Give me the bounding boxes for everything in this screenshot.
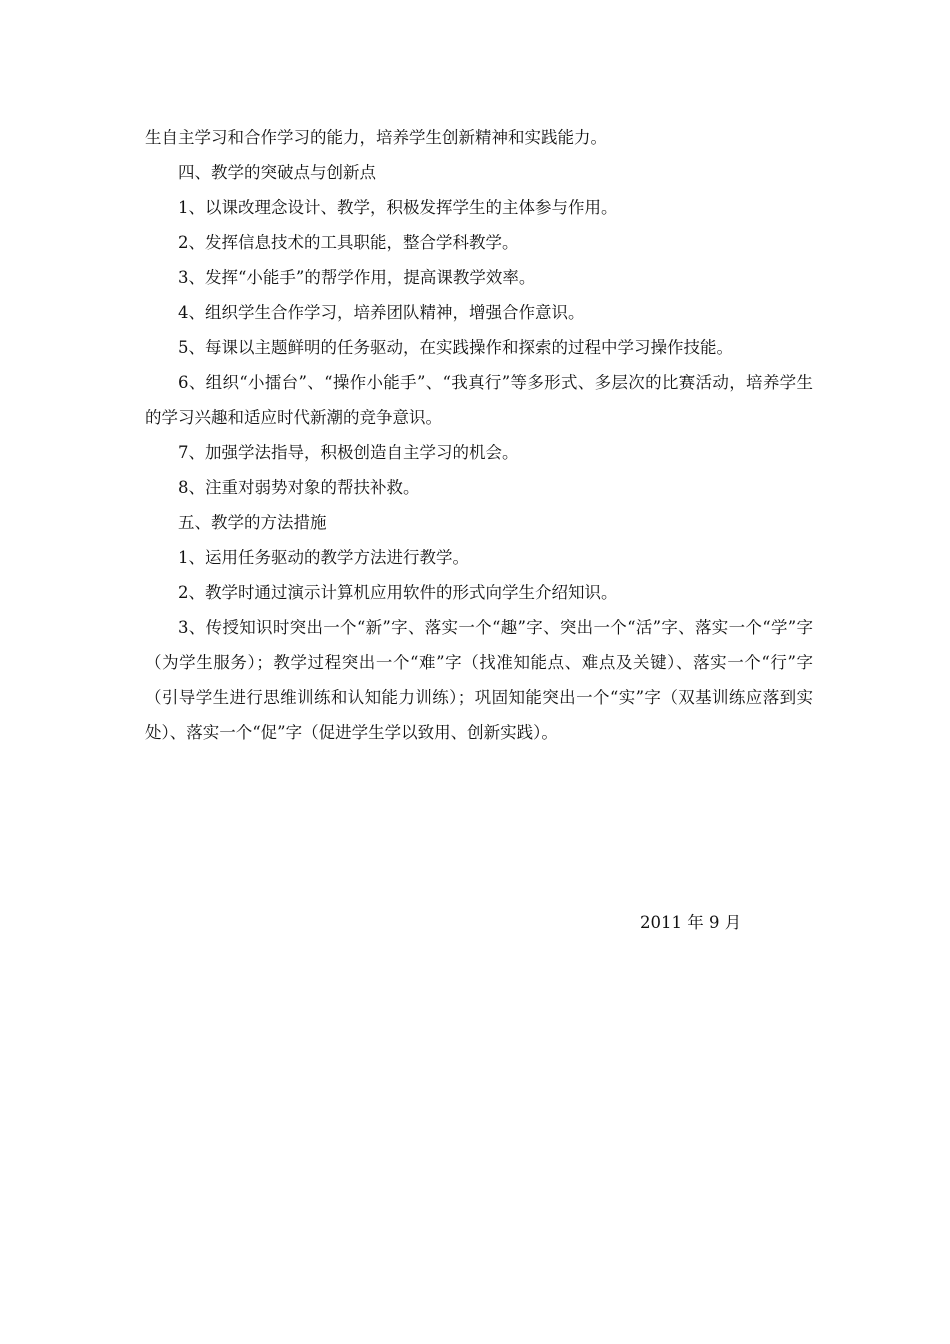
section-heading-5: 五、教学的方法措施 (178, 513, 327, 532)
paragraph-continuation: 生自主学习和合作学习的能力，培养学生创新精神和实践能力。 (145, 128, 607, 147)
list-item: 8、注重对弱势对象的帮扶补救。 (178, 478, 420, 497)
list-item: 4、组织学生合作学习，培养团队精神，增强合作意识。 (178, 303, 585, 322)
list-item: 3、传授知识时突出一个“新”字、落实一个“趣”字、突出一个“活”字、落实一个“学”字（为学生服务）；教学过程突出一个“难”字（找准知能点、难点及关键）、落实一个“行”字（引导学生进行思维训练和认知能力训练）；巩固知能突出一个“实”字（双基训练应落到实处）、落实一个“促”字（促进学生学以致用、创新实践）。 (145, 618, 813, 742)
document-date: 2011 年 9 月 (640, 913, 742, 932)
list-item: 7、加强学法指导，积极创造自主学习的机会。 (178, 443, 519, 462)
list-item: 3、发挥“小能手”的帮学作用，提高课教学效率。 (178, 268, 536, 287)
list-item: 1、运用任务驱动的教学方法进行教学。 (178, 548, 469, 567)
list-item: 6、组织“小擂台”、“操作小能手”、“我真行”等多形式、多层次的比赛活动，培养学生的学习兴趣和适应时代新潮的竞争意识。 (145, 373, 813, 427)
document-body (145, 120, 813, 750)
list-item: 2、发挥信息技术的工具职能，整合学科教学。 (178, 233, 519, 252)
list-item: 1、以课改理念设计、教学，积极发挥学生的主体参与作用。 (178, 198, 618, 217)
section-heading-4: 四、教学的突破点与创新点 (178, 163, 376, 182)
list-item: 5、每课以主题鲜明的任务驱动，在实践操作和探索的过程中学习操作技能。 (178, 338, 733, 357)
list-item: 2、教学时通过演示计算机应用软件的形式向学生介绍知识。 (178, 583, 618, 602)
